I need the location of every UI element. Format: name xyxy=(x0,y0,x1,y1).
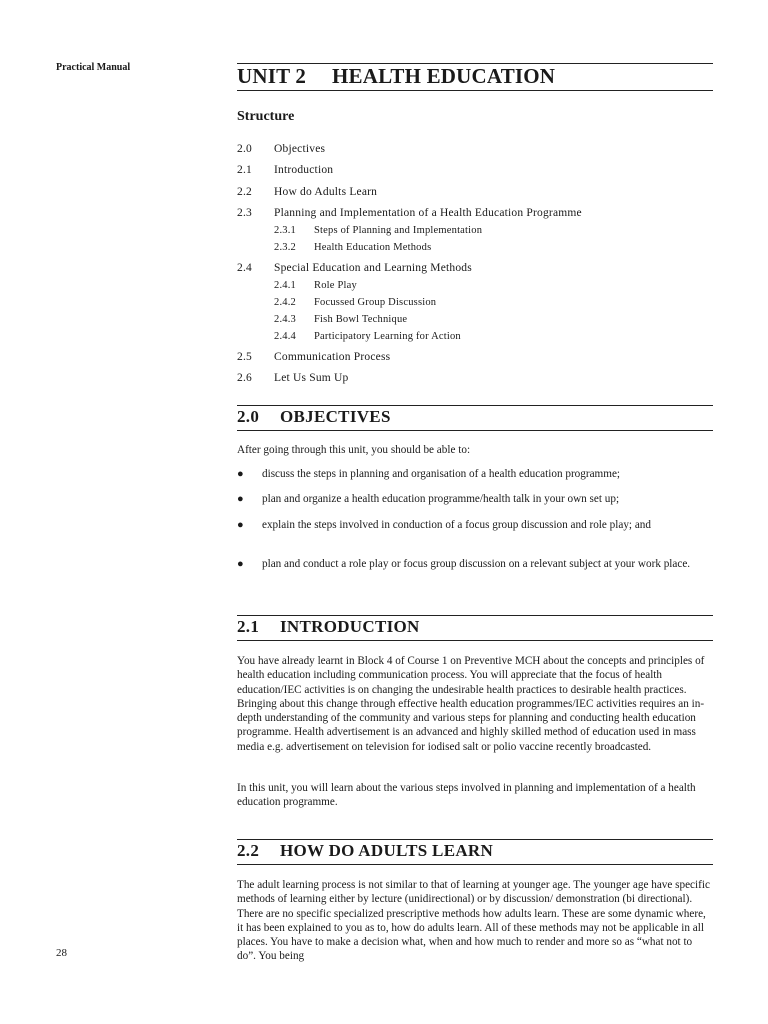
objective-text: discuss the steps in planning and organisation of a health education programme; xyxy=(262,468,621,480)
section-title: HOW DO ADULTS LEARN xyxy=(280,841,494,860)
toc-sub-number: 2.4.3 xyxy=(274,314,296,325)
bullet-icon: ● xyxy=(237,519,244,531)
toc-number: 2.2 xyxy=(237,186,252,198)
toc-title: Special Education and Learning Methods xyxy=(274,262,472,274)
toc-sub-number: 2.4.2 xyxy=(274,297,296,308)
section-rule-bottom xyxy=(237,864,713,865)
toc-number: 2.5 xyxy=(237,351,252,363)
objective-text: plan and conduct a role play or focus group discussion on a relevant subject at your work place. xyxy=(262,558,691,570)
toc-title: How do Adults Learn xyxy=(274,186,378,198)
section-rule-top xyxy=(237,839,713,840)
bullet-icon: ● xyxy=(237,468,244,480)
page-number: 28 xyxy=(56,947,67,959)
section-rule-top xyxy=(237,405,713,406)
unit-name: HEALTH EDUCATION xyxy=(332,64,556,88)
section-title: OBJECTIVES xyxy=(280,407,391,426)
section-rule-bottom xyxy=(237,430,713,431)
section-title: INTRODUCTION xyxy=(280,617,420,636)
toc-sub-number: 2.4.4 xyxy=(274,331,296,342)
unit-number: UNIT 2 xyxy=(237,64,307,88)
toc-title: Introduction xyxy=(274,164,334,176)
introduction-paragraph: In this unit, you will learn about the various steps involved in planning and implementation of a health education programme. xyxy=(237,782,696,809)
bullet-icon: ● xyxy=(237,493,244,505)
structure-heading: Structure xyxy=(237,109,295,124)
toc-sub-title: Role Play xyxy=(314,280,357,291)
toc-title: Let Us Sum Up xyxy=(274,372,349,384)
objectives-intro: After going through this unit, you should be able to: xyxy=(237,444,471,456)
section-number: 2.2 xyxy=(237,841,260,860)
section-rule-top xyxy=(237,615,713,616)
objective-text: explain the steps involved in conduction of a focus group discussion and role play; and xyxy=(262,519,651,531)
toc-title: Objectives xyxy=(274,143,326,155)
toc-number: 2.4 xyxy=(237,262,252,274)
toc-sub-title: Focussed Group Discussion xyxy=(314,297,437,308)
running-head: Practical Manual xyxy=(56,62,131,73)
objective-text: plan and organize a health education programme/health talk in your own set up; xyxy=(262,493,620,505)
section-rule-bottom xyxy=(237,640,713,641)
title-rule-bottom xyxy=(237,90,713,91)
toc-number: 2.1 xyxy=(237,164,252,176)
toc-sub-number: 2.4.1 xyxy=(274,280,296,291)
toc-title: Communication Process xyxy=(274,351,391,363)
adults-paragraph: The adult learning process is not similar to that of learning at younger age. The younger age have specific methods of learning either by lecture (unidirectional) or by discussion/ demonstration (bi directional). There are no specific specialized prescriptive methods how adults learn. These are some dynamic where, it has been explained to you as to, how do adults learn. All of these methods may not be applicable in all places. You have to make a decision what, when and how much to render and more so as “what not to do”. You being xyxy=(237,879,710,963)
toc-sub-title: Fish Bowl Technique xyxy=(314,314,408,325)
toc-sub-number: 2.3.1 xyxy=(274,225,296,236)
section-number: 2.0 xyxy=(237,407,260,426)
toc-number: 2.6 xyxy=(237,372,252,384)
introduction-paragraph: You have already learnt in Block 4 of Course 1 on Preventive MCH about the concepts and principles of health education including communication process. You will appreciate that the focus of health education/IEC activities is on changing the undesirable health practices to desirable health practices. Bringing about this change through effective health education programmes/IEC activities requires an in-depth understanding of the community and various steps for planning and conducting health education programme. Health advertisement is an advanced and highly skilled method of education used in mass media e.g. advertisement on television for iodised salt or polio vaccine recently broadcasted. xyxy=(237,655,705,753)
toc-sub-title: Health Education Methods xyxy=(314,242,432,253)
toc-sub-number: 2.3.2 xyxy=(274,242,296,253)
section-number: 2.1 xyxy=(237,617,260,636)
toc-sub-title: Participatory Learning for Action xyxy=(314,331,461,342)
unit-title xyxy=(237,64,555,89)
section-heading-introduction xyxy=(237,617,420,637)
toc-number: 2.0 xyxy=(237,143,252,155)
section-heading-objectives xyxy=(237,407,391,427)
toc-number: 2.3 xyxy=(237,207,252,219)
toc-sub-title: Steps of Planning and Implementation xyxy=(314,225,483,236)
section-heading-adults-learn xyxy=(237,841,493,861)
bullet-icon: ● xyxy=(237,558,244,570)
toc-title: Planning and Implementation of a Health Education Programme xyxy=(274,207,582,219)
